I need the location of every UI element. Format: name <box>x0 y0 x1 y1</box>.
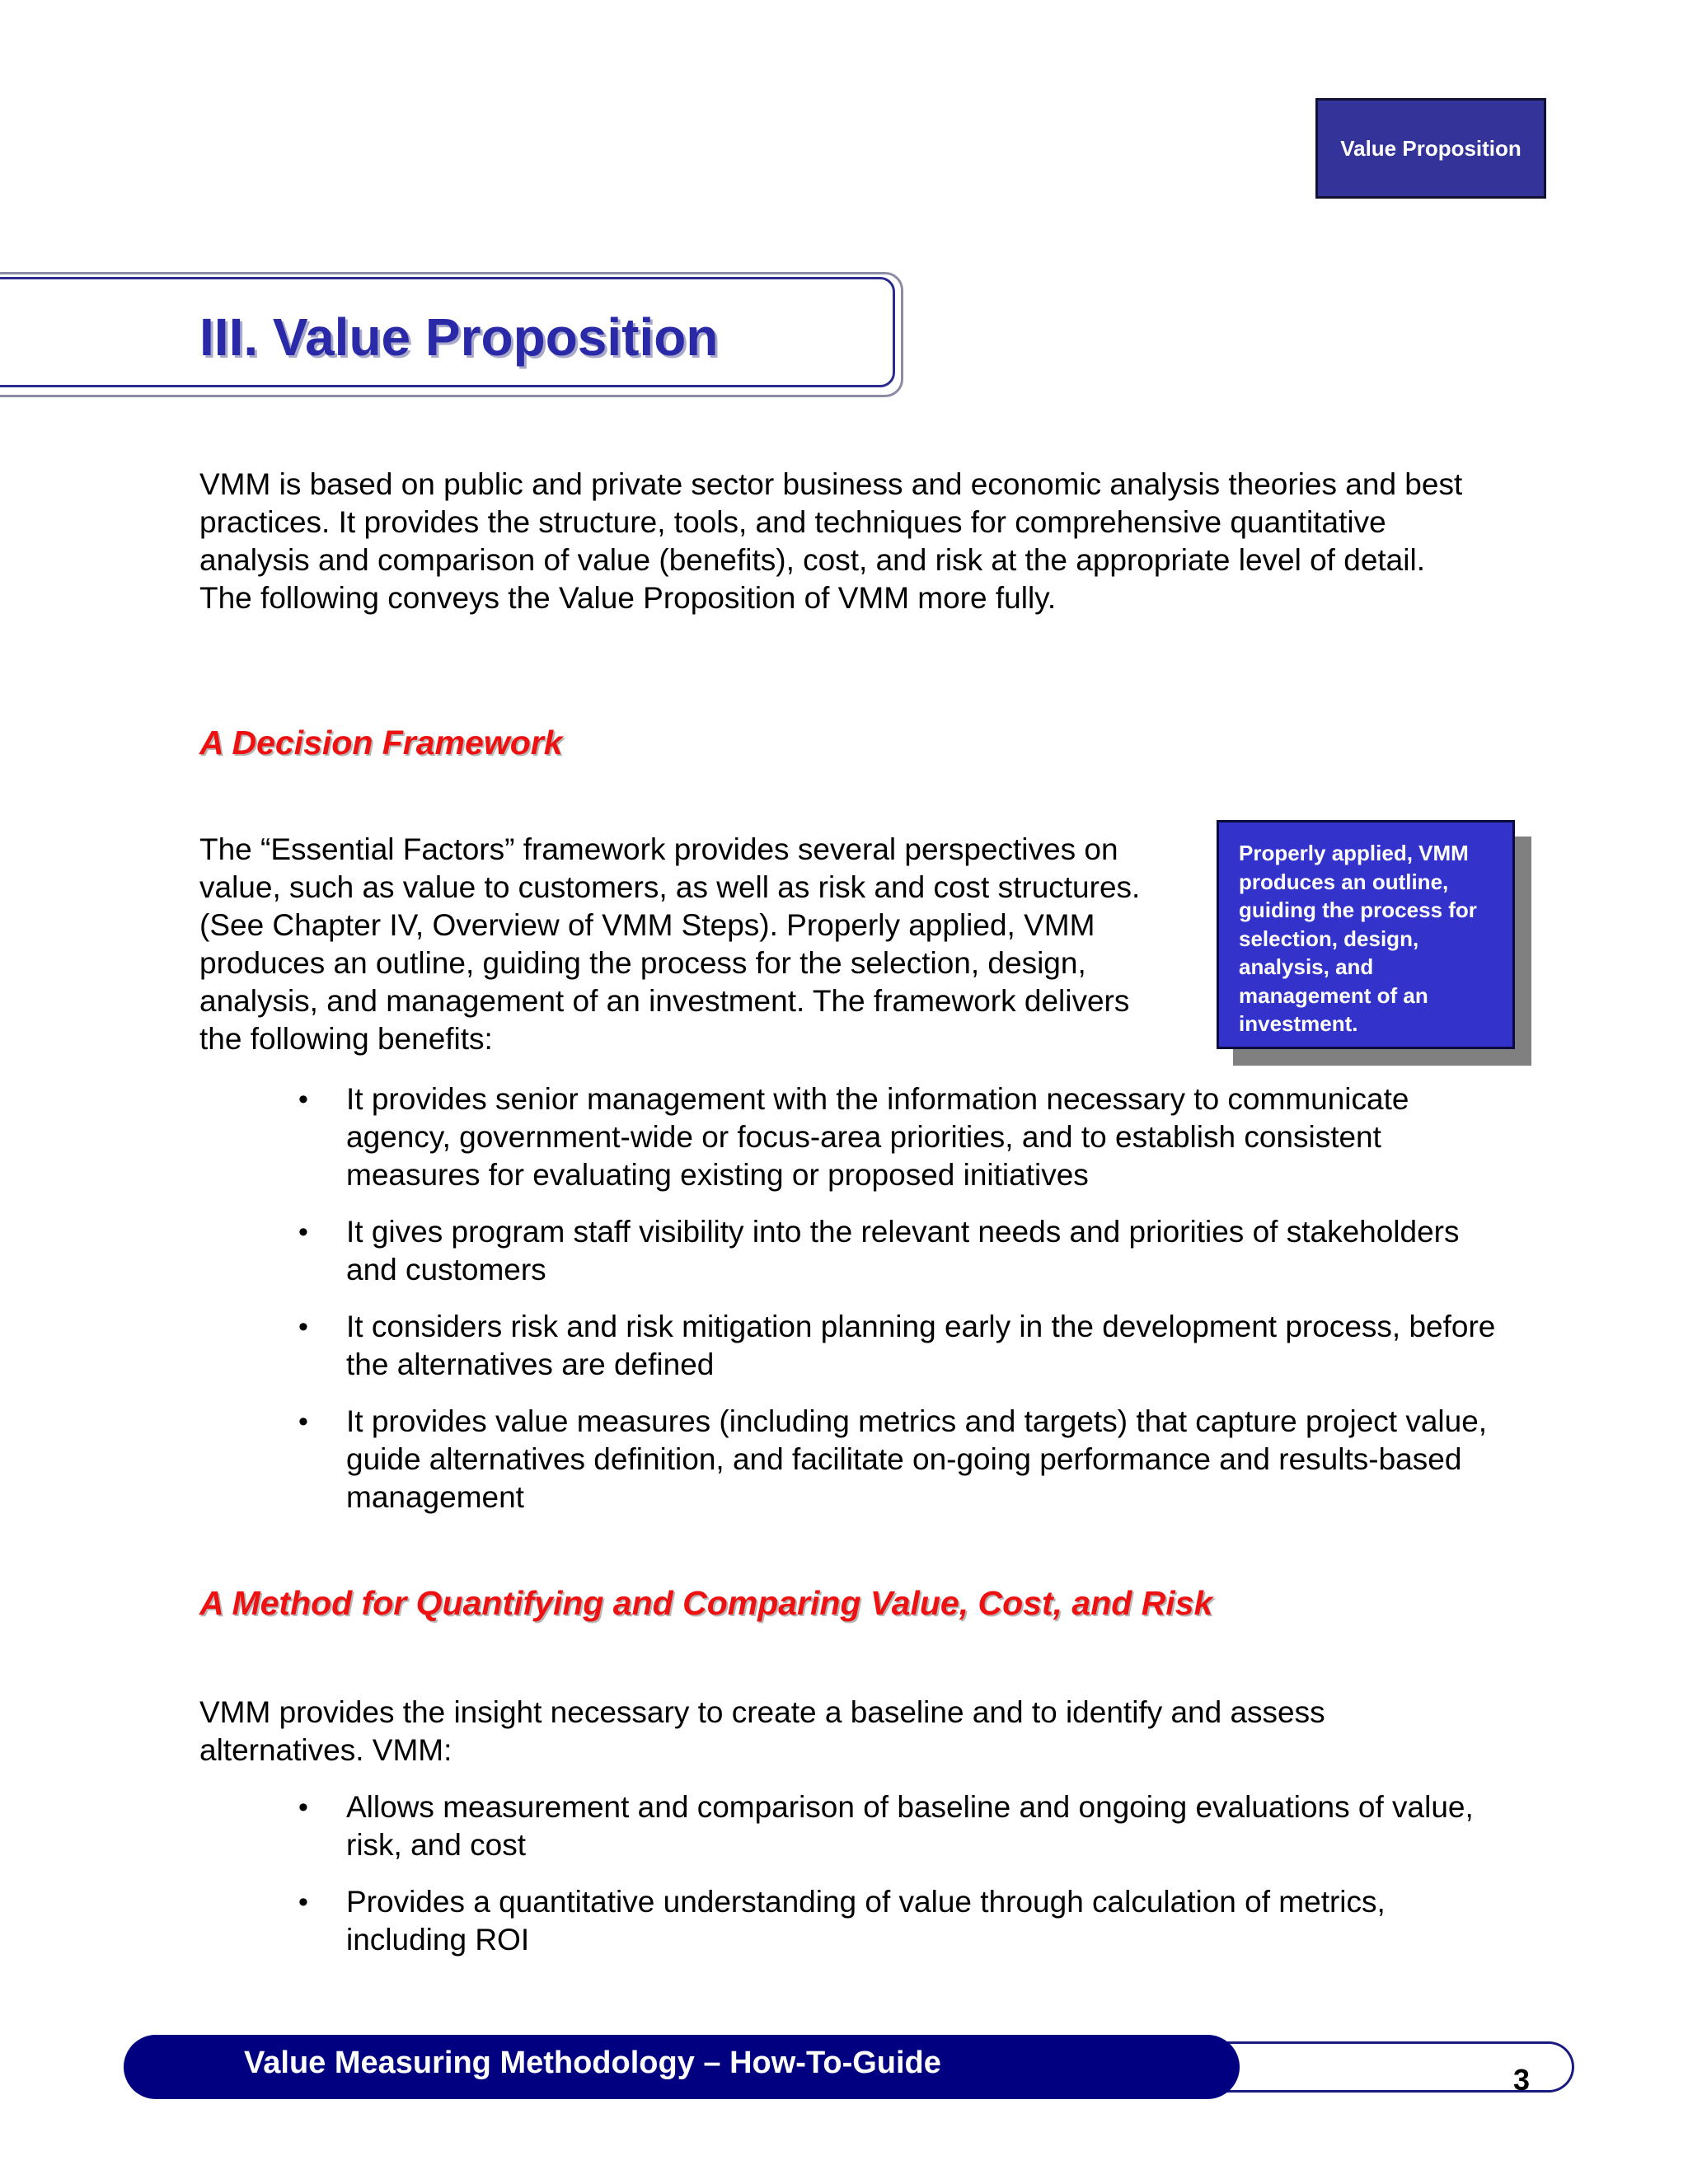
list-item <box>0 1883 1500 1959</box>
list-item <box>0 1213 1500 1289</box>
callout-text: Properly applied, VMM produces an outline, guiding the process for selection, design, analysis, and management of an investment. <box>1239 841 1477 1036</box>
chapter-title: III. Value Proposition <box>199 307 719 367</box>
list-item <box>0 1788 1500 1864</box>
page-number: 3 <box>1513 2063 1531 2097</box>
list-item-text: • Provides a quantitative understanding of value through calculation of metrics, including ROI <box>346 1885 1386 1957</box>
list-item-text: • It provides senior management with the information necessary to communicate agency, government-wide or focus-area priorities, and to establish consistent measures for evaluating existing or proposed initiatives <box>346 1082 1409 1192</box>
decision-framework-paragraph: The “Essential Factors” framework provides several perspectives on value, such as value to customers, as well as risk and cost structures. (See Chapter IV, Overview of VMM Steps). Properly applied, VMM produces an outline, guiding the process for the selection, design, analysis, and management of an investment. The framework delivers the following benefits: <box>199 832 1141 1056</box>
footer-title: Value Measuring Methodology – How-To-Guide <box>244 2046 941 2080</box>
quantifying-method-paragraph: VMM provides the insight necessary to create a baseline and to identify and assess alternatives. VMM: <box>199 1695 1325 1767</box>
decision-framework-benefits-list <box>0 1080 1500 1535</box>
intro-paragraph: VMM is based on public and private sector business and economic analysis theories and best practices. It provides the structure, tools, and techniques for comprehensive quantitative analysis and comparison of value (benefits), cost, and risk at the appropriate level of detail. The following conveys the Value Proposition of VMM more fully. <box>199 467 1463 615</box>
list-item-text: • Allows measurement and comparison of baseline and ongoing evaluations of value, risk, and cost <box>346 1790 1474 1862</box>
section-heading-decision-framework: A Decision Framework <box>199 724 563 762</box>
section-tab <box>1315 98 1546 199</box>
section-tab-label: Value Proposition <box>1340 135 1522 161</box>
list-item <box>0 1403 1500 1516</box>
list-item <box>0 1308 1500 1384</box>
list-item-text: • It gives program staff visibility into the relevant needs and priorities of stakeholders and customers <box>346 1215 1460 1286</box>
list-item <box>0 1080 1500 1194</box>
list-item-text: • It provides value measures (including metrics and targets) that capture project value, guide alternatives definition, and facilitate on-going performance and results-based management <box>346 1404 1488 1514</box>
section-heading-quantifying-method: A Method for Quantifying and Comparing Value, Cost, and Risk <box>199 1584 1213 1622</box>
quantifying-method-list <box>0 1788 1500 1978</box>
list-item-text: • It considers risk and risk mitigation planning early in the development process, before the alternatives are defined <box>346 1310 1496 1381</box>
callout-box <box>1217 820 1515 1049</box>
